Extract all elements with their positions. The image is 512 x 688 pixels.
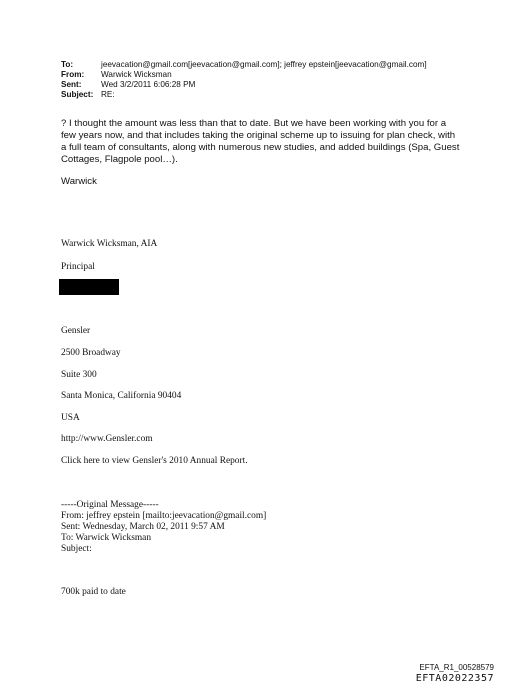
signature-name: Warwick Wicksman, AIA (61, 239, 158, 249)
body-signoff: Warwick (61, 176, 97, 187)
email-header (61, 60, 427, 100)
header-subject-row (61, 90, 427, 100)
original-from: From: jeffrey epstein [mailto:jeevacation@gmail.com] (61, 511, 267, 521)
signature-address1: 2500 Broadway (61, 348, 121, 358)
header-from-row (61, 70, 427, 80)
footer-id-secondary: EFTA02022357 (415, 673, 494, 684)
header-sent-row (61, 80, 427, 90)
original-subject: Subject: (61, 544, 92, 554)
from-label: From: (61, 70, 85, 79)
to-value: jeevacation@gmail.com[jeevacation@gmail.com]; jeffrey epstein[jeevacation@gmail.com] (101, 60, 427, 69)
annual-report-link[interactable]: Click here to view Gensler's 2010 Annual Report. (61, 456, 248, 466)
footer-id-primary: EFTA_R1_00528579 (419, 663, 494, 672)
sent-value: Wed 3/2/2011 6:06:28 PM (101, 80, 196, 89)
original-sent: Sent: Wednesday, March 02, 2011 9:57 AM (61, 522, 225, 532)
redaction-box (59, 279, 119, 295)
to-label: To: (61, 60, 74, 69)
header-to-row (61, 60, 427, 70)
signature-address2: Suite 300 (61, 370, 97, 380)
original-divider: -----Original Message----- (61, 500, 159, 510)
sent-label: Sent: (61, 80, 82, 89)
from-value: Warwick Wicksman (101, 70, 172, 79)
signature-company: Gensler (61, 326, 91, 336)
signature-website-link[interactable]: http://www.Gensler.com (61, 434, 153, 444)
signature-country: USA (61, 413, 80, 423)
subject-label: Subject: (61, 90, 94, 99)
signature-title: Principal (61, 262, 95, 272)
body-paragraph: ? I thought the amount was less than that to date. But we have been working with you for a few years now, and that includes taking the original scheme up to issuing for plan check, with a full team of consultants, along with numerous new studies, and added buildings (Spa, Guest Cottages, Flagpole pool…). (61, 118, 460, 165)
original-message-body: 700k paid to date (61, 587, 126, 597)
subject-value: RE: (101, 90, 115, 99)
original-message (61, 500, 266, 555)
original-to: To: Warwick Wicksman (61, 533, 152, 543)
signature-city: Santa Monica, California 90404 (61, 391, 182, 401)
